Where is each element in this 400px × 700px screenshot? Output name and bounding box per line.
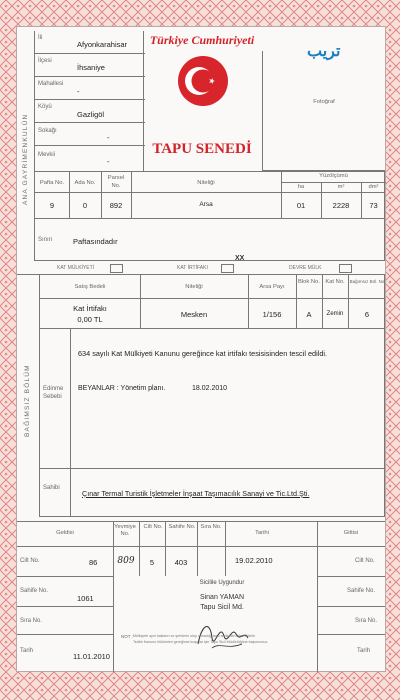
- header-bagimsiz: Bağımsız Böl. No: [349, 279, 385, 284]
- location-value: Gazligöl: [77, 110, 105, 119]
- right-sira-label: Sıra No.: [355, 618, 378, 624]
- location-value: -: [107, 133, 110, 142]
- photo-label: Fotoğraf: [313, 99, 335, 105]
- signature-line3: Tapu Sicil Md.: [200, 604, 244, 611]
- location-row: [35, 54, 145, 77]
- dm2-value: 73: [369, 201, 378, 210]
- parsel-value: 892: [109, 201, 123, 210]
- sinir-row: [34, 219, 385, 261]
- arsa-payi-value: 1/156: [262, 310, 282, 319]
- kat-mulkiyeti-label: KAT MÜLKİYETİ: [57, 265, 95, 271]
- yevmiye-value: 809: [117, 556, 135, 566]
- location-label: İlçesi: [38, 58, 52, 64]
- kat-irtifaki-label: KAT İRTİFAKI: [177, 265, 208, 271]
- location-value: -: [77, 87, 80, 96]
- left-tarih-label: Tarih: [20, 648, 34, 654]
- location-value: Afyonkarahisar: [77, 40, 128, 49]
- satis-line1: Kat İrtifakı: [73, 304, 107, 313]
- kat-irtifaki-checkbox: [221, 264, 234, 273]
- bb-value-row: [39, 299, 385, 329]
- header-kat: Kat No.: [325, 279, 345, 285]
- right-tarih-label: Tarih: [357, 648, 371, 654]
- left-cilt-value: 86: [89, 558, 98, 567]
- header-niteligi-bb: Niteliği: [185, 284, 203, 290]
- beyanlar-text: BEYANLAR : Yönetim planı.: [78, 385, 166, 392]
- header-gittisi: Gittisi: [343, 530, 359, 536]
- left-sira-label: Sıra No.: [20, 618, 43, 624]
- header-m2: m²: [337, 184, 345, 190]
- header-sahife: Sahife No.: [168, 524, 196, 530]
- ana-gayrimenkul-label: ANA GAYRİMENKULÜN: [22, 113, 29, 205]
- note-line2: Tedbir Kanunu hükümleri gereğince koşullar için Tapu Sicil Müdürlüğüne başvurunuz.: [133, 640, 269, 644]
- sinir-value: Paftasındadır: [73, 237, 118, 246]
- location-value: İhsaniye: [77, 63, 105, 72]
- kat-mulkiyeti-checkbox: [110, 264, 123, 273]
- header-blok: Blok No.: [298, 279, 320, 285]
- location-row: [35, 31, 145, 54]
- sahife-value: 403: [174, 558, 188, 567]
- cilt-value: 5: [149, 558, 155, 567]
- beyan-date: 18.02.2010: [192, 385, 228, 392]
- header-niteligi: Niteliği: [197, 180, 215, 186]
- header-arsa-payi: Arsa Payı: [259, 284, 285, 290]
- bagimsiz-bolum-label: BAĞIMSIZ BÖLÜM: [24, 364, 31, 437]
- turkish-flag-emblem: [177, 55, 229, 107]
- watermark-logo: تريب: [307, 43, 341, 60]
- title-line1: Türkiye Cumhuriyeti: [149, 33, 255, 47]
- niteligi-value: Arsa: [199, 201, 213, 208]
- parcel-value-row: [34, 193, 385, 219]
- satis-line2: 0,00 TL: [77, 315, 103, 324]
- tarih-value: 19.02.2010: [235, 556, 273, 565]
- location-label: İli: [38, 35, 43, 41]
- location-value: -: [107, 157, 110, 166]
- m2-value: 2228: [332, 201, 350, 210]
- photo-box: [262, 51, 385, 171]
- sahibi-value: Çınar Termal Turistik İşletmeler İnşaat Taşımacılık Sanayi ve Tic.Ltd.Şti.: [82, 489, 310, 498]
- location-row: [35, 77, 145, 100]
- header-parsel: Parsel No.: [107, 175, 125, 189]
- right-sahife-label: Sahife No.: [347, 588, 376, 594]
- bb-header-row: [39, 275, 385, 299]
- location-label: Köyü: [38, 104, 52, 110]
- signature-line1: Sicilile Uygundur: [199, 580, 245, 586]
- header-satis: Satış Bedeli: [74, 284, 106, 290]
- right-cilt-label: Cilt No.: [355, 558, 375, 564]
- deed-document: [16, 26, 386, 672]
- location-table: [34, 31, 144, 171]
- devre-mulk-checkbox: [339, 264, 352, 273]
- left-cilt-label: Cilt No.: [20, 558, 40, 564]
- left-sahife-label: Sahife No.: [20, 588, 49, 594]
- location-row: [35, 146, 145, 171]
- header-ada: Ada No.: [74, 180, 96, 186]
- left-tarih-value: 11.01.2010: [73, 652, 110, 661]
- note-line1: Mülkiyete ayni hakların ve şerhlerin olup olmadığı tapu sicilinden öğrenilebilir.: [133, 634, 256, 638]
- header-ha: ha: [297, 184, 305, 190]
- registry-section: [17, 521, 385, 671]
- niteligi-bb-value: Mesken: [180, 310, 208, 319]
- header-tarih: Tarihi: [255, 530, 269, 536]
- bagimsiz-value: 6: [364, 310, 370, 319]
- devre-mulk-label: DEVRE MÜLK: [289, 265, 322, 271]
- header-pafta: Pafta No.: [39, 180, 65, 186]
- parcel-header-row: [34, 171, 385, 193]
- ha-value: 01: [296, 201, 306, 210]
- edinme-text: 634 sayılı Kat Mülkiyeti Kanunu gereğince kat irtifakı tesisisinden tescil edildi.: [78, 349, 328, 358]
- location-row: [35, 100, 145, 123]
- header-geldisi: Geldisi: [56, 530, 74, 536]
- kat-irtifaki-mark: XX: [235, 255, 245, 262]
- sahibi-label: Sahibi: [43, 485, 60, 491]
- location-label: Mahallesi: [38, 81, 64, 87]
- location-row: [35, 123, 145, 146]
- location-label: Mevkii: [38, 152, 56, 158]
- edinme-label: Edinme Sebebi: [43, 386, 64, 400]
- header-dm2: dm²: [368, 184, 379, 190]
- header-sira: Sıra No.: [200, 524, 222, 530]
- header-yuzolcumu: Yüzölçümü: [319, 173, 348, 179]
- sahibi-row: [39, 469, 385, 517]
- blok-value: A: [306, 310, 312, 319]
- pafta-value: 9: [49, 201, 55, 210]
- edinme-row: [39, 329, 385, 469]
- note-label: NOT :: [121, 634, 133, 639]
- kat-value: Zemin: [326, 311, 344, 317]
- signature-line2: Sinan YAMAN: [199, 594, 245, 601]
- header-yevmiye: Yevmiye No.: [114, 524, 136, 537]
- ada-value: 0: [82, 201, 88, 210]
- title-line2: TAPU SENEDİ: [152, 141, 252, 157]
- ownership-type-row: [17, 255, 385, 275]
- header-cilt: Cilt No.: [143, 524, 163, 530]
- left-sahife-value: 1061: [77, 594, 94, 603]
- location-label: Sokağı: [38, 128, 57, 134]
- sinir-label: Sınırı: [38, 237, 53, 243]
